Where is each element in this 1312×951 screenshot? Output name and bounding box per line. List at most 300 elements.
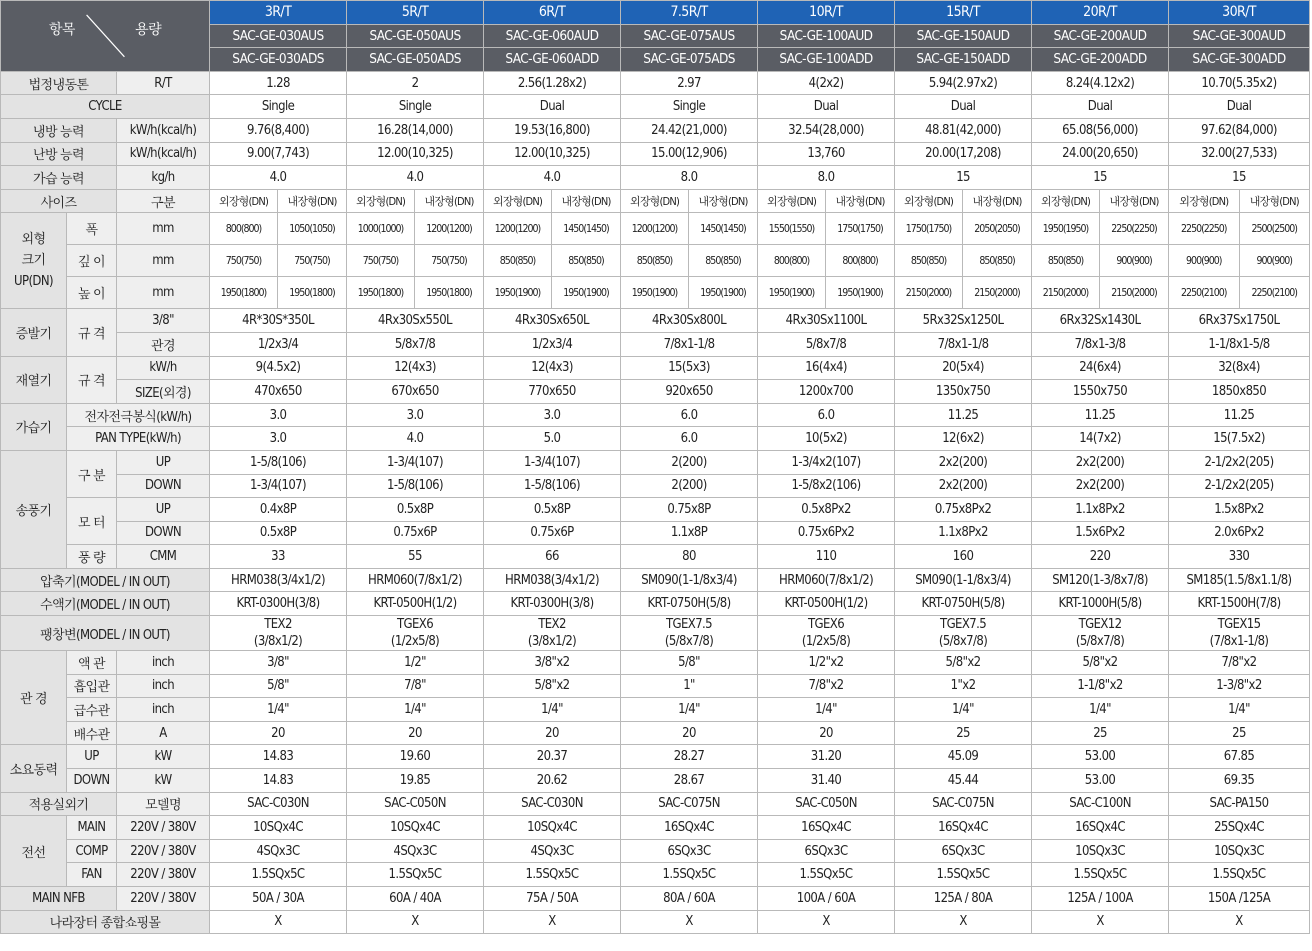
value-cell: 66 [484, 545, 621, 569]
value-cell: 125A / 80A [895, 887, 1032, 911]
row-label-cell: DOWN [117, 474, 210, 498]
value-cell: SM090(1-1/8x3/4) [895, 568, 1032, 592]
value-cell: 25 [1169, 721, 1310, 745]
value-cell: 69.35 [1169, 769, 1310, 793]
value-cell: 2150(2000) [1100, 277, 1169, 309]
value-cell: X [484, 910, 621, 934]
value-cell: 4.0 [484, 166, 621, 190]
value-cell: 6Rx37Sx1750L [1169, 309, 1310, 333]
value-cell: 12.00(10,325) [484, 142, 621, 166]
value-cell: 0.5x8P [347, 498, 484, 522]
value-cell: 2150(2000) [1032, 277, 1100, 309]
value-cell: 외장형(DN) [347, 189, 415, 213]
value-cell: 20.00(17,208) [895, 142, 1032, 166]
model-header-cell: SAC-GE-060ADD [484, 48, 621, 72]
row-label-cell: UP [117, 450, 210, 474]
value-cell: 1950(1800) [347, 277, 415, 309]
humid-cap-row [1, 166, 1310, 190]
row-label-line: 외형 [21, 232, 46, 248]
model-header-cell: SAC-GE-200AUD [1032, 24, 1169, 48]
value-cell: 3/8"x2 [484, 651, 621, 675]
value-cell: 65.08(56,000) [1032, 118, 1169, 142]
row-label-cell: 가습기 [1, 403, 67, 450]
legal-rt-row [1, 71, 1310, 95]
value-cell: Dual [895, 95, 1032, 119]
value-cell: 53.00 [1032, 745, 1169, 769]
value-cell: 2250(2250) [1169, 213, 1239, 245]
value-cell: 10SQx4C [484, 816, 621, 840]
value-cell: 1/4" [621, 698, 758, 722]
row-label-cell: MAIN [67, 816, 117, 840]
expansion-io-text: (1/2x5/8) [801, 634, 851, 650]
model-header-cell: SAC-GE-200ADD [1032, 48, 1169, 72]
value-cell: 2-1/2x2(205) [1169, 450, 1310, 474]
row-label-cell: 팽창변(MODEL / IN OUT) [1, 616, 210, 651]
value-cell: 1550(1550) [758, 213, 826, 245]
value-cell: X [895, 910, 1032, 934]
spec-table-body [1, 1, 1310, 934]
value-cell: 12.00(10,325) [347, 142, 484, 166]
row-label-cell: 액 관 [67, 651, 117, 675]
row-label-cell: 법정냉동톤 [1, 71, 117, 95]
value-cell: 5/8"x2 [484, 674, 621, 698]
value-cell: 2150(2000) [963, 277, 1032, 309]
value-cell: 내장형(DN) [415, 189, 484, 213]
value-cell: 외장형(DN) [1032, 189, 1100, 213]
value-cell: 220 [1032, 545, 1169, 569]
value-cell: 48.81(42,000) [895, 118, 1032, 142]
row-label-cell: 난방 능력 [1, 142, 117, 166]
value-cell: 19.53(16,800) [484, 118, 621, 142]
value-cell: 15 [1169, 166, 1310, 190]
value-cell: 1450(1450) [689, 213, 758, 245]
value-cell: 53.00 [1032, 769, 1169, 793]
row-label-cell: 220V / 380V [117, 839, 210, 863]
value-cell: 16SQx4C [895, 816, 1032, 840]
supply-row [1, 698, 1310, 722]
row-label-cell: 배수관 [67, 721, 117, 745]
row-label-cell: A [117, 721, 210, 745]
value-cell: 1.1x8P [621, 521, 758, 545]
electrode-row [1, 403, 1310, 427]
expansion-model-text: TEX2 [264, 617, 292, 633]
value-cell: 5/8"x2 [1032, 651, 1169, 675]
value-cell: 외장형(DN) [758, 189, 826, 213]
value-cell [895, 616, 1032, 651]
row-label-cell: 송풍기 [1, 450, 67, 568]
value-cell: 750(750) [278, 245, 347, 277]
expansion-row [1, 616, 1310, 651]
value-cell: 1/4" [758, 698, 895, 722]
value-cell: 7/8x1-1/8 [895, 332, 1032, 356]
value-cell: 1950(1800) [278, 277, 347, 309]
value-cell: 10(5x2) [758, 427, 895, 451]
power-up-row [1, 745, 1310, 769]
capacity-header-cell: 30R/T [1169, 1, 1310, 25]
value-cell: 16(4x4) [758, 356, 895, 380]
model-header-cell: SAC-GE-100AUD [758, 24, 895, 48]
row-label-cell: 냉방 능력 [1, 118, 117, 142]
value-cell: 150A /125A [1169, 887, 1310, 911]
value-cell: 3.0 [210, 427, 347, 451]
value-cell [210, 616, 347, 651]
value-cell: X [347, 910, 484, 934]
value-cell: 1.5x8Px2 [1169, 498, 1310, 522]
value-cell: 1950(1950) [1032, 213, 1100, 245]
value-cell: 4Rx30Sx550L [347, 309, 484, 333]
value-cell: 900(900) [1100, 245, 1169, 277]
value-cell: 2-1/2x2(205) [1169, 474, 1310, 498]
value-cell: 1200(1200) [621, 213, 689, 245]
value-cell: 20.62 [484, 769, 621, 793]
value-cell: KRT-0750H(5/8) [895, 592, 1032, 616]
value-cell: 14.83 [210, 769, 347, 793]
row-label-cell: inch [117, 698, 210, 722]
value-cell: 28.27 [621, 745, 758, 769]
row-label-cell: 급수관 [67, 698, 117, 722]
expansion-io-text: (1/2x5/8) [390, 634, 440, 650]
value-cell: X [210, 910, 347, 934]
value-cell [621, 616, 758, 651]
value-cell: 0.75x8Px2 [895, 498, 1032, 522]
drain-row [1, 721, 1310, 745]
value-cell: 20 [758, 721, 895, 745]
value-cell: 1.5SQx5C [1169, 863, 1310, 887]
value-cell: HRM060(7/8x1/2) [347, 568, 484, 592]
value-cell: 1.5SQx5C [621, 863, 758, 887]
value-cell: 4.0 [347, 166, 484, 190]
value-cell: 670x650 [347, 380, 484, 404]
row-label-cell: 폭 [67, 213, 117, 245]
value-cell: 1200(1200) [484, 213, 552, 245]
compressor-row [1, 568, 1310, 592]
value-cell: 16SQx4C [1032, 816, 1169, 840]
value-cell: 1750(1750) [826, 213, 895, 245]
cycle-row [1, 95, 1310, 119]
value-cell: 10.70(5.35x2) [1169, 71, 1310, 95]
value-cell: 내장형(DN) [1239, 189, 1309, 213]
value-cell: 1-5/8(106) [347, 474, 484, 498]
value-cell: 4Rx30Sx1100L [758, 309, 895, 333]
value-cell: 4SQx3C [347, 839, 484, 863]
value-cell: 20 [484, 721, 621, 745]
value-cell: Single [621, 95, 758, 119]
pan-row [1, 427, 1310, 451]
value-cell: 750(750) [347, 245, 415, 277]
value-cell: 800(800) [210, 213, 278, 245]
row-label-cell: kW/h(kcal/h) [117, 142, 210, 166]
row-label-cell: mm [117, 213, 210, 245]
item-header-label: 항목 [49, 22, 75, 38]
value-cell: 31.20 [758, 745, 895, 769]
value-cell: 12(4x3) [484, 356, 621, 380]
value-cell: 11.25 [895, 403, 1032, 427]
value-cell: 7/8"x2 [758, 674, 895, 698]
width-row [1, 213, 1310, 245]
wire-comp-row [1, 839, 1310, 863]
value-cell: SAC-PA150 [1169, 792, 1310, 816]
value-cell: 4.0 [210, 166, 347, 190]
value-cell: 0.75x6P [484, 521, 621, 545]
value-cell: 1000(1000) [347, 213, 415, 245]
value-cell: 2050(2050) [963, 213, 1032, 245]
value-cell: 75A / 50A [484, 887, 621, 911]
model-header-cell: SAC-GE-075AUS [621, 24, 758, 48]
value-cell: 750(750) [210, 245, 278, 277]
expansion-io-text: (3/8x1/2) [527, 634, 577, 650]
value-cell: 7/8x1-1/8 [621, 332, 758, 356]
value-cell: 15 [1032, 166, 1169, 190]
value-cell [484, 616, 621, 651]
wire-fan-row [1, 863, 1310, 887]
expansion-io-text: (5/8x7/8) [664, 634, 714, 650]
value-cell: SAC-C100N [1032, 792, 1169, 816]
value-cell: 16.28(14,000) [347, 118, 484, 142]
value-cell: 160 [895, 545, 1032, 569]
value-cell: 67.85 [1169, 745, 1310, 769]
row-label-cell: 깊 이 [67, 245, 117, 277]
value-cell: 1-5/8(106) [484, 474, 621, 498]
value-cell: 9.00(7,743) [210, 142, 347, 166]
suction-row [1, 674, 1310, 698]
value-cell: 25 [895, 721, 1032, 745]
value-cell: SM185(1.5/8x1.1/8) [1169, 568, 1310, 592]
value-cell: 850(850) [1032, 245, 1100, 277]
value-cell: SAC-C050N [758, 792, 895, 816]
row-label-cell: 규 격 [67, 356, 117, 403]
row-label-cell: 220V / 380V [117, 816, 210, 840]
value-cell: 0.75x6Px2 [758, 521, 895, 545]
value-cell: 4.0 [347, 427, 484, 451]
value-cell: 1/4" [895, 698, 1032, 722]
value-cell: 6SQx3C [621, 839, 758, 863]
value-cell: 1.5SQx5C [1032, 863, 1169, 887]
value-cell: 5/8x7/8 [347, 332, 484, 356]
model-header-cell: SAC-GE-100ADD [758, 48, 895, 72]
value-cell: 6SQx3C [758, 839, 895, 863]
model-header-cell: SAC-GE-050AUS [347, 24, 484, 48]
value-cell [1169, 616, 1310, 651]
value-cell: 0.5x8P [484, 498, 621, 522]
value-cell: 7/8x1-3/8 [1032, 332, 1169, 356]
value-cell: 800(800) [758, 245, 826, 277]
heating-row [1, 142, 1310, 166]
value-cell: 1-3/4x2(107) [758, 450, 895, 474]
value-cell: 1550x750 [1032, 380, 1169, 404]
row-label-cell: COMP [67, 839, 117, 863]
value-cell: 28.67 [621, 769, 758, 793]
value-cell: 8.24(4.12x2) [1032, 71, 1169, 95]
value-cell: HRM060(7/8x1/2) [758, 568, 895, 592]
row-label-cell: FAN [67, 863, 117, 887]
value-cell: 4Rx30Sx800L [621, 309, 758, 333]
row-label-cell: mm [117, 245, 210, 277]
value-cell: 내장형(DN) [278, 189, 347, 213]
value-cell: 1/2" [347, 651, 484, 675]
value-cell: 850(850) [552, 245, 621, 277]
expansion-io-text: (3/8x1/2) [253, 634, 303, 650]
value-cell: 내장형(DN) [689, 189, 758, 213]
value-cell: Single [210, 95, 347, 119]
value-cell: 110 [758, 545, 895, 569]
value-cell: KRT-0300H(3/8) [210, 592, 347, 616]
capacity-header-row [1, 1, 1310, 25]
value-cell: 20(5x4) [895, 356, 1032, 380]
value-cell: 내장형(DN) [826, 189, 895, 213]
value-cell: 14(7x2) [1032, 427, 1169, 451]
value-cell [347, 616, 484, 651]
value-cell: Dual [1169, 95, 1310, 119]
expansion-model-text: TGEX12 [1078, 617, 1122, 633]
capacity-header-cell: 10R/T [758, 1, 895, 25]
value-cell: 55 [347, 545, 484, 569]
nfb-row [1, 887, 1310, 911]
value-cell: 1/4" [347, 698, 484, 722]
value-cell: 3.0 [484, 403, 621, 427]
value-cell: 6.0 [621, 403, 758, 427]
value-cell: 2.0x6Px2 [1169, 521, 1310, 545]
height-row [1, 277, 1310, 309]
value-cell: 1950(1900) [552, 277, 621, 309]
row-label-line: 크기 [21, 253, 46, 269]
reheat-kw-row [1, 356, 1310, 380]
value-cell: 1-3/4(107) [210, 474, 347, 498]
capacity-header-cell: 7.5R/T [621, 1, 758, 25]
value-cell: 850(850) [689, 245, 758, 277]
size-row [1, 189, 1310, 213]
value-cell: 4SQx3C [484, 839, 621, 863]
row-label-cell: 나라장터 종합쇼핑몰 [1, 910, 210, 934]
value-cell: 15(5x3) [621, 356, 758, 380]
value-cell: 850(850) [895, 245, 963, 277]
row-label-cell: kW/h [117, 356, 210, 380]
value-cell: 외장형(DN) [895, 189, 963, 213]
model-header-cell: SAC-GE-030ADS [210, 48, 347, 72]
value-cell: 6.0 [758, 403, 895, 427]
value-cell: 2500(2500) [1239, 213, 1309, 245]
value-cell: X [621, 910, 758, 934]
value-cell: 1"x2 [895, 674, 1032, 698]
value-cell: SAC-C075N [895, 792, 1032, 816]
value-cell: 1950(1900) [484, 277, 552, 309]
value-cell: 770x650 [484, 380, 621, 404]
value-cell: 50A / 30A [210, 887, 347, 911]
value-cell: 15 [895, 166, 1032, 190]
value-cell: 1/2x3/4 [210, 332, 347, 356]
row-label-cell: 흡입관 [67, 674, 117, 698]
value-cell: 2150(2000) [895, 277, 963, 309]
value-cell: 4Rx30Sx650L [484, 309, 621, 333]
value-cell: 1.28 [210, 71, 347, 95]
value-cell: 1-5/8(106) [210, 450, 347, 474]
value-cell: 32.54(28,000) [758, 118, 895, 142]
value-cell: 10SQx4C [210, 816, 347, 840]
receiver-row [1, 592, 1310, 616]
value-cell: X [1032, 910, 1169, 934]
value-cell: 외장형(DN) [484, 189, 552, 213]
value-cell: 15(7.5x2) [1169, 427, 1310, 451]
value-cell: 1200x700 [758, 380, 895, 404]
value-cell: 내장형(DN) [1100, 189, 1169, 213]
value-cell: 45.44 [895, 769, 1032, 793]
value-cell: 2(200) [621, 450, 758, 474]
value-cell: 800(800) [826, 245, 895, 277]
capacity-header-cell: 20R/T [1032, 1, 1169, 25]
value-cell: 16SQx4C [758, 816, 895, 840]
value-cell: 45.09 [895, 745, 1032, 769]
value-cell: 1-3/4(107) [484, 450, 621, 474]
value-cell: KRT-0500H(1/2) [758, 592, 895, 616]
value-cell: 19.85 [347, 769, 484, 793]
row-label-cell: 구 분 [67, 450, 117, 497]
row-label-cell: 증발기 [1, 309, 67, 356]
row-label-cell: SIZE(외경) [117, 380, 210, 404]
value-cell: 2250(2250) [1100, 213, 1169, 245]
value-cell: 1950(1900) [621, 277, 689, 309]
value-cell: 1-3/8"x2 [1169, 674, 1310, 698]
reheat-size-row [1, 380, 1310, 404]
row-label-cell: 높 이 [67, 277, 117, 309]
value-cell: 15.00(12,906) [621, 142, 758, 166]
value-cell: 850(850) [621, 245, 689, 277]
value-cell: KRT-0500H(1/2) [347, 592, 484, 616]
value-cell: 1/2"x2 [758, 651, 895, 675]
row-label-cell: 전선 [1, 816, 67, 887]
cooling-row [1, 118, 1310, 142]
value-cell: 내장형(DN) [963, 189, 1032, 213]
row-label-cell: inch [117, 674, 210, 698]
value-cell: 97.62(84,000) [1169, 118, 1310, 142]
value-cell: Single [347, 95, 484, 119]
model-header-cell: SAC-GE-060AUD [484, 24, 621, 48]
airflow-row [1, 545, 1310, 569]
row-label-cell: kW [117, 769, 210, 793]
value-cell: 2250(2100) [1239, 277, 1309, 309]
model-header-cell: SAC-GE-300ADD [1169, 48, 1310, 72]
value-cell: 1450(1450) [552, 213, 621, 245]
capacity-header-cell: 5R/T [347, 1, 484, 25]
value-cell: 2250(2100) [1169, 277, 1239, 309]
row-label-cell: 규 격 [67, 309, 117, 356]
row-label-cell: kW/h(kcal/h) [117, 118, 210, 142]
evap-pipe-row [1, 332, 1310, 356]
value-cell: 외장형(DN) [210, 189, 278, 213]
value-cell: SAC-C030N [210, 792, 347, 816]
fan-down-row [1, 474, 1310, 498]
value-cell: 5/8" [621, 651, 758, 675]
value-cell: 2.97 [621, 71, 758, 95]
row-label-cell: mm [117, 277, 210, 309]
model-header-cell: SAC-GE-150AUD [895, 24, 1032, 48]
value-cell: 1.5SQx5C [347, 863, 484, 887]
row-label-cell: PAN TYPE(kW/h) [67, 427, 210, 451]
value-cell: 9(4.5x2) [210, 356, 347, 380]
value-cell: 16SQx4C [621, 816, 758, 840]
liquid-row [1, 651, 1310, 675]
value-cell: 7/8"x2 [1169, 651, 1310, 675]
value-cell: KRT-1000H(5/8) [1032, 592, 1169, 616]
value-cell: 32(8x4) [1169, 356, 1310, 380]
depth-row [1, 245, 1310, 277]
value-cell [758, 616, 895, 651]
value-cell: 1950(1800) [210, 277, 278, 309]
row-label-cell: 풍 량 [67, 545, 117, 569]
row-label-cell: 3/8" [117, 309, 210, 333]
value-cell: 850(850) [963, 245, 1032, 277]
value-cell: 외장형(DN) [621, 189, 689, 213]
nara-row [1, 910, 1310, 934]
value-cell: Dual [1032, 95, 1169, 119]
